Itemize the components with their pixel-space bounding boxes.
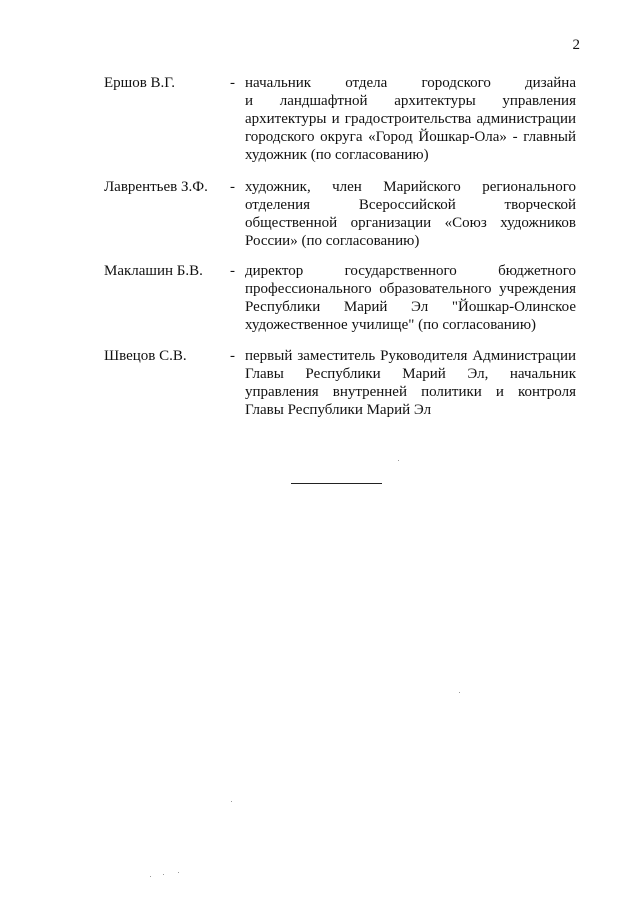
description-line: управления внутренней политики и контроля — [245, 384, 576, 400]
member-description — [245, 178, 576, 250]
member-dash: - — [230, 179, 235, 195]
scan-speck — [150, 876, 151, 877]
member-name: Лаврентьев З.Ф. — [104, 179, 208, 195]
member-dash: - — [230, 75, 235, 91]
scan-speck — [398, 460, 399, 461]
scan-speck — [459, 692, 460, 693]
closing-divider-line — [291, 483, 382, 484]
description-line: Республики Марий Эл "Йошкар-Олинское — [245, 299, 576, 315]
description-line: общественной организации «Союз художников — [245, 215, 576, 231]
member-description — [245, 262, 576, 334]
description-line: начальник отдела городского дизайна — [245, 75, 576, 91]
member-dash: - — [230, 348, 235, 364]
member-name: Швецов С.В. — [104, 348, 187, 364]
page-number: 2 — [572, 37, 580, 53]
description-line: Главы Республики Марий Эл, начальник — [245, 366, 576, 382]
member-name: Маклашин Б.В. — [104, 263, 203, 279]
description-line: профессионального образовательного учреждения — [245, 281, 576, 297]
description-line: городского округа «Город Йошкар-Ола» - главный — [245, 129, 576, 145]
scan-speck — [163, 874, 164, 875]
scan-speck — [231, 801, 232, 802]
description-line: художник, член Марийского регионального — [245, 179, 576, 195]
description-line: архитектуры и градостроительства администрации — [245, 111, 576, 127]
member-dash: - — [230, 263, 235, 279]
member-description — [245, 74, 576, 164]
description-line: Главы Республики Марий Эл — [245, 402, 432, 418]
description-line: первый заместитель Руководителя Администрации — [245, 348, 576, 364]
description-line: директор государственного бюджетного — [245, 263, 576, 279]
member-description — [245, 347, 576, 419]
description-line: отделения Всероссийской творческой — [245, 197, 576, 213]
scan-speck — [178, 872, 179, 873]
description-line: и ландшафтной архитектуры управления — [245, 93, 576, 109]
description-line: художник (по согласованию) — [245, 147, 429, 163]
description-line: России» (по согласованию) — [245, 233, 420, 249]
member-name: Ершов В.Г. — [104, 75, 176, 91]
description-line: художественное училище" (по согласованию) — [245, 317, 537, 333]
